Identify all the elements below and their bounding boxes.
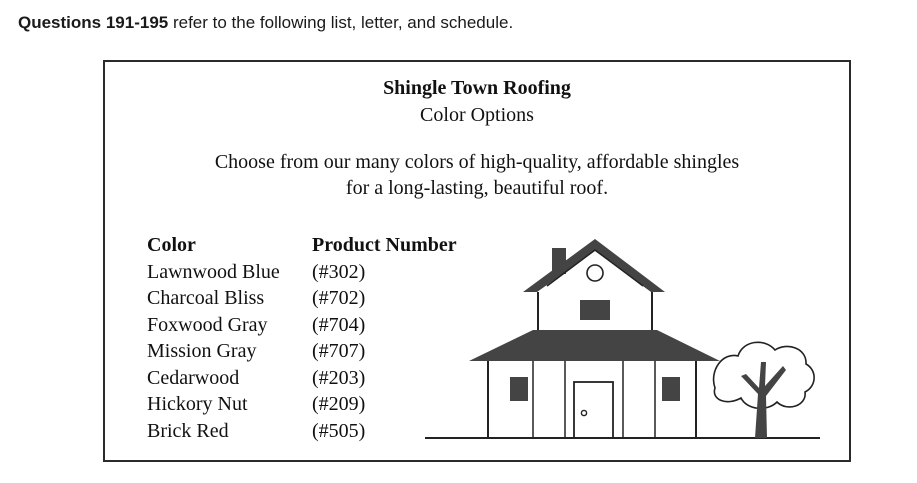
product-number: (#702) [312, 287, 366, 309]
intro-line-2: for a long-lasting, beautiful roof. [345, 177, 609, 199]
product-number: (#505) [312, 419, 366, 442]
lower-window-right [662, 377, 680, 401]
door [574, 382, 613, 438]
color-name: Mission Gray [147, 340, 257, 362]
column-header-product-number: Product Number [312, 234, 457, 256]
question-range: Questions 191-195 [18, 13, 169, 32]
product-number: (#203) [312, 366, 366, 389]
tree-icon [714, 342, 815, 438]
question-intro: refer to the following list, letter, and schedule. [168, 13, 514, 32]
color-name: Cedarwood [147, 366, 240, 389]
question-header [18, 13, 513, 33]
intro-line-1: Choose from our many colors of high-quality, affordable shingles [214, 151, 740, 173]
color-name: Charcoal Bliss [147, 287, 265, 309]
intro-text [105, 149, 849, 201]
product-number: (#707) [312, 340, 366, 362]
round-window [587, 265, 603, 281]
upper-window [580, 300, 610, 320]
product-number: (#704) [312, 313, 366, 336]
color-name: Hickory Nut [147, 393, 248, 415]
color-name: Foxwood Gray [147, 313, 268, 336]
house-illustration [425, 234, 825, 446]
company-name: Shingle Town Roofing [383, 77, 571, 99]
door-knob [581, 410, 586, 415]
list-subtitle: Color Options [420, 104, 534, 126]
lower-window-left [510, 377, 528, 401]
color-name: Brick Red [147, 419, 229, 442]
porch-roof [469, 330, 720, 361]
color-name: Lawnwood Blue [147, 260, 280, 283]
product-number: (#209) [312, 393, 366, 415]
color-options-list [103, 60, 851, 462]
product-number: (#302) [312, 260, 366, 283]
column-header-color: Color [147, 234, 196, 256]
